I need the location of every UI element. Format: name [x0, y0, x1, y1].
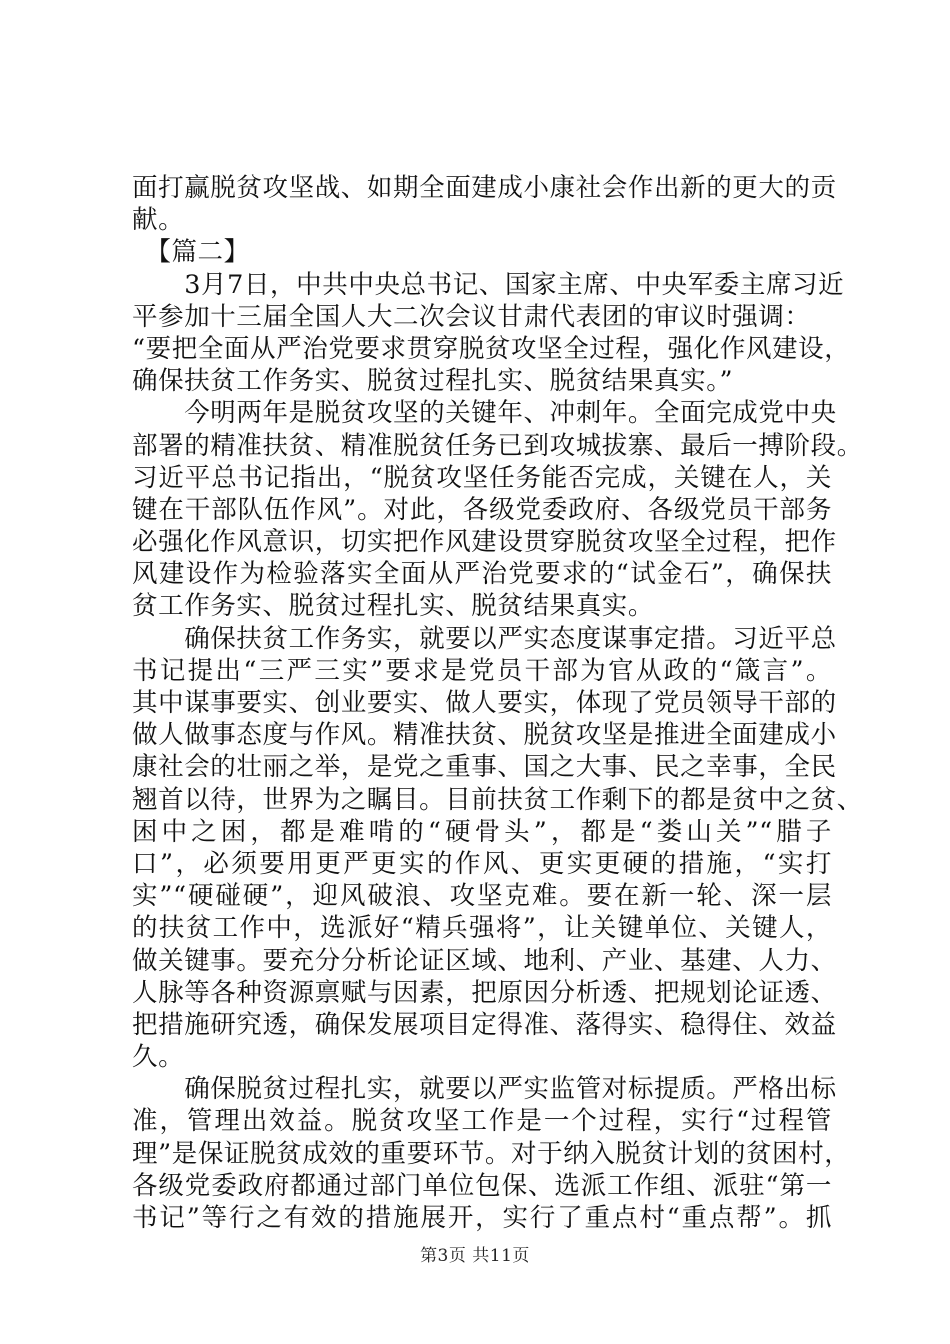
text-line: 困中之困，都是难啃的“硬骨头”，都是“娄山关”“腊子 [132, 816, 832, 847]
text-line: 贫工作务实、脱贫过程扎实、脱贫结果真实。 [132, 591, 655, 622]
text-line: 理”是保证脱贫成效的重要环节。对于纳入脱贫计划的贫困村， [132, 1138, 851, 1169]
text-line: 风建设作为检验落实全面从严治党要求的“试金石”，确保扶 [132, 559, 832, 590]
text-line: 人脉等各种资源禀赋与因素，把原因分析透、把规划论证透、 [132, 977, 837, 1008]
text-line: 键在干部队伍作风”。对此，各级党委政府、各级党员干部务 [132, 494, 832, 525]
text-line: 必强化作风意识，切实把作风建设贯穿脱贫攻坚全过程，把作 [132, 527, 837, 558]
text-line: “要把全面从严治党要求贯穿脱贫攻坚全过程，强化作风建设， [132, 333, 851, 364]
text-line: 献。 [132, 205, 185, 236]
text-line: 其中谋事要实、创业要实、做人要实，体现了党员领导干部的 [132, 688, 837, 718]
text-line: 3月7日，中共中央总书记、国家主席、中央军委主席习近 [132, 269, 845, 300]
text-line: 平参加十三届全国人大二次会议甘肃代表团的审议时强调： [132, 301, 811, 332]
text-line: 习近平总书记指出，“脱贫攻坚任务能否完成，关键在人，关 [132, 462, 832, 493]
text-line: 准，管理出效益。脱贫攻坚工作是一个过程，实行“过程管 [132, 1106, 832, 1137]
section-heading: 【篇二】 [132, 237, 250, 268]
text-line: 久。 [132, 1042, 185, 1073]
text-line: 把措施研究透，确保发展项目定得准、落得实、稳得住、效益 [132, 1009, 837, 1040]
text-line: 确保扶贫工作务实，就要以严实态度谋事定措。习近平总 [132, 623, 837, 654]
text-line: 康社会的壮丽之举，是党之重事、国之大事、民之幸事，全民 [132, 752, 837, 783]
text-line: 做人做事态度与作风。精准扶贫、脱贫攻坚是推进全面建成小 [132, 720, 837, 751]
text-line: 实”“硬碰硬”，迎风破浪、攻坚克难。要在新一轮、深一层 [132, 881, 832, 912]
text-line: 书记”等行之有效的措施展开，实行了重点村“重点帮”。抓 [132, 1203, 832, 1233]
text-line: 翘首以待，世界为之瞩目。目前扶贫工作剩下的都是贫中之贫、 [132, 784, 863, 815]
text-line: 口”，必须要用更严更实的作风、更实更硬的措施，“实打 [132, 848, 832, 879]
page-number-footer: 第3页 共11页 [420, 1246, 530, 1266]
text-line: 面打赢脱贫攻坚战、如期全面建成小康社会作出新的更大的贡 [132, 173, 837, 203]
text-line: 部署的精准扶贫、精准脱贫任务已到攻城拔寨、最后一搏阶段。 [132, 430, 863, 461]
text-line: 各级党委政府都通过部门单位包保、选派工作组、派驻“第一 [132, 1170, 832, 1201]
text-line: 确保脱贫过程扎实，就要以严实监管对标提质。严格出标 [132, 1074, 837, 1105]
text-line: 的扶贫工作中，选派好“精兵强将”，让关键单位、关键人， [132, 913, 832, 944]
text-line: 做关键事。要充分分析论证区域、地利、产业、基建、人力、 [132, 945, 837, 976]
text-line: 今明两年是脱贫攻坚的关键年、冲刺年。全面完成党中央 [132, 398, 837, 429]
text-line: 书记提出“三严三实”要求是党员干部为官从政的“箴言”。 [132, 655, 832, 686]
document-body [132, 172, 863, 1234]
text-line: 确保扶贫工作务实、脱贫过程扎实、脱贫结果真实。” [132, 366, 734, 397]
